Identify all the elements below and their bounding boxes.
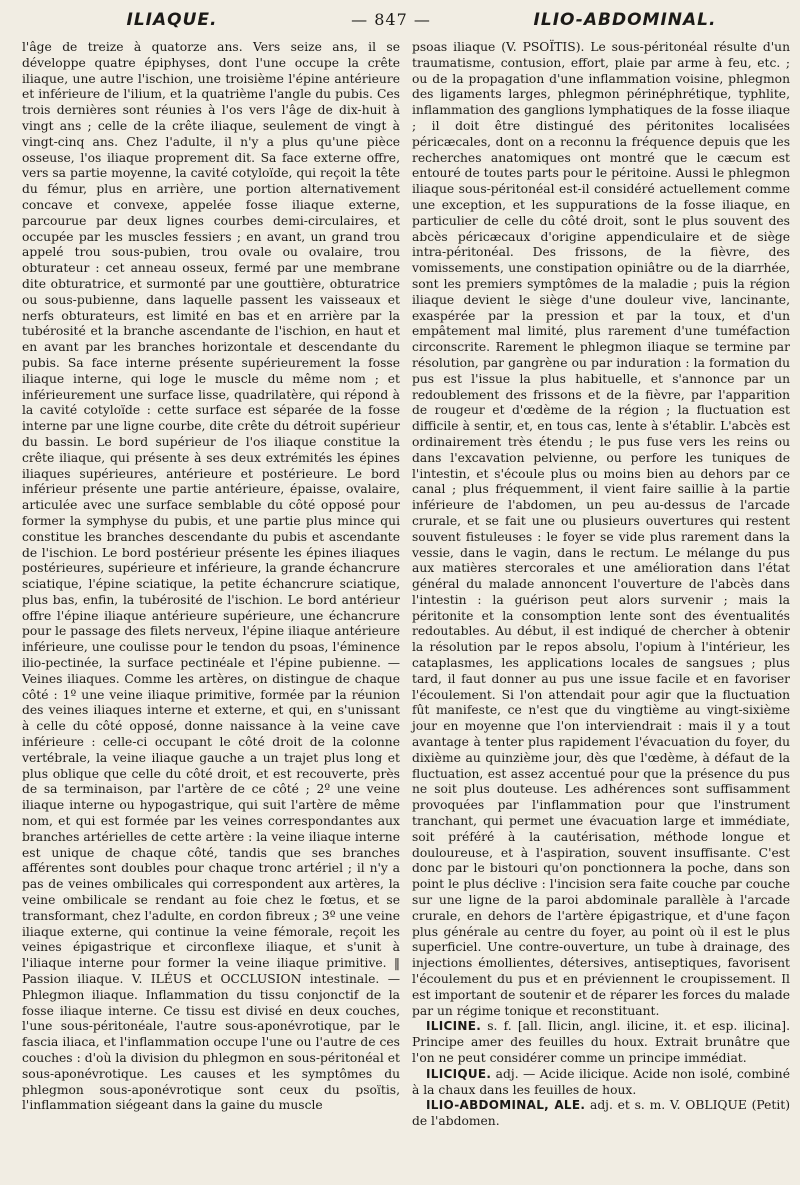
right-column-text: psoas iliaque (V. PSOÏTIS). Le sous-péritonéal résulte d'un traumatisme, contusion, effort, plaie par arme à feu, etc. ; ou de la propagation d'une inflammation voisine, phlegmon des ligaments larges, phlegmon périnéphrétique, typhlite, inflammation des ganglions lymphatiques de la fosse iliaque ; il doit être distingué des péritonites localisées péricæcales, dont on a reconnu la fréquence depuis que les recherches anatomiques ont montré que le cæcum est entouré de toutes parts pour le péritoine. Aussi le phlegmon iliaque sous-péritonéal est-il considéré actuellement comme une exception, et les suppurations de la fosse iliaque, en particulier de celle du côté droit, sont le plus souvent des abcès péricæcaux d'origine appendiculaire et de siège intra-péritonéal. Des frissons, de la fièvre, des vomissements, une constipation opiniâtre ou de la diarrhée, sont les premiers symptômes de la maladie ; puis la région iliaque devient le siège d'une douleur vive, lancinante, exaspérée par la pression et par la toux, et d'un empâtement mal limité, plus rarement d'une tuméfaction circonscrite. Rarement le phlegmon iliaque se termine par résolution, par gangrène ou par induration : la formation du pus est l'issue la plus habituelle, et s'annonce par un redoublement des frissons et de la fièvre, par l'apparition de rougeur et d'œdème de la région ; la fluctuation est difficile à sentir, et, en tous cas, lente à s'établir. L'abcès est ordinairement très étendu ; le pus fuse vers les reins ou dans l'excavation pelvienne, ou perfore les tuniques de l'intestin, et s'écoule plus ou moins bien au dehors par ce canal ; plus fréquemment, il vient faire saillie à la partie inférieure de l'abdomen, un peu au-dessus de l'arcade crurale, et se fait une ou plusieurs ouvertures qui restent souvent fistuleuses : le foyer se vide plus rarement dans la vessie, dans le vagin, dans le rectum. Le mélange du pus aux matières stercorales et une amélioration dans l'état général du malade annoncent l'ouverture de l'abcès dans l'intestin : la guérison peut alors survenir ; mais la péritonite et la consomption lente sont des éventualités redoutables. Au début, il est indiqué de chercher à obtenir la résolution par le repos absolu, l'opium à l'intérieur, les cataplasmes, les applications locales de sangsues ; plus tard, il faut donner au pus une issue facile et en favoriser l'écoulement. Si l'on attendait pour agir que la fluctuation fût manifeste, ce n'est que du vingtième au vingt-sixième jour en moyenne que l'on interviendrait : mais il y a tout avantage à tenter plus rapidement l'évacuation du foyer, du dixième au quinzième jour, dès que l'œdème, à défaut de la fluctuation, est assez accentué pour que la présence du pus ne soit plus douteuse. Les adhérences sont suffisamment provoquées par l'inflammation pour que l'instrument tranchant, qui permet une évacuation large et immédiate, soit préféré à la cautérisation, méthode longue et douloureuse, et à l'aspiration, souvent insuffisante. C'est donc par le bistouri qu'on ponctionnera la poche, dans son point le plus déclive : l'incision sera faite couche par couche sur une ligne de la paroi abdominale parallèle à l'arcade crurale, en dehors de l'artère épigastrique, et d'une façon plus générale au centre du foyer, au point où il est le plus superficiel. Une contre-ouverture, un tube à drainage, des injections émollientes, détersives, antiseptiques, favorisent l'écoulement du pus et en préviennent le croupissement. Il est important de soutenir et de réparer les forces du malade par un régime tonique et reconstituant.	[412, 40, 791, 1018]
entry-headword: ILICIQUE.	[426, 1066, 492, 1081]
entry-ilicine	[412, 1019, 790, 1066]
left-column	[22, 40, 400, 1130]
entry-definition: adj. et s. m. V. OBLIQUE (Petit) de l'abdomen.	[412, 1098, 790, 1129]
left-column-text: l'âge de treize à quatorze ans. Vers seize ans, il se développe quatre épiphyses, dont l'une occupe la crête iliaque, une autre l'ischion, une troisième l'épine antérieure et inférieure de l'ilium, et la quatrième l'angle du pubis. Ces trois dernières sont réunies à l'os vers l'âge de dix-huit à vingt ans ; celle de la crête iliaque, seulement de vingt à vingt-cinq ans. Chez l'adulte, il n'y a plus qu'une pièce osseuse, l'os iliaque proprement dit. Sa face externe offre, vers sa partie moyenne, la cavité cotyloïde, qui reçoit la tête du fémur, plus en arrière, une portion alternativement concave et convexe, appelée fosse iliaque externe, parcourue par deux lignes courbes demi-circulaires, et occupée par les muscles fessiers ; en avant, un grand trou appelé trou sous-pubien, trou ovale ou ovalaire, trou obturateur : cet anneau osseux, fermé par une membrane dite obturatrice, et surmonté par une gouttière, obturatrice ou sous-pubienne, dans laquelle passent les vaisseaux et nerfs obturateurs, est limité en bas et en arrière par la tubérosité et la branche ascendante de l'ischion, en haut et en avant par les branches horizontale et descendante du pubis. Sa face interne présente supérieurement la fosse iliaque interne, qui loge le muscle du même nom ; et inférieurement une surface lisse, quadrilatère, qui répond à la cavité cotyloïde : cette surface est séparée de la fosse interne par une ligne courbe, dite crête du détroit supérieur du bassin. Le bord supérieur de l'os iliaque constitue la crête iliaque, qui présente à ses deux extrémités les épines iliaques supérieures, antérieure et postérieure. Le bord inférieur présente une partie antérieure, épaisse, ovalaire, articulée avec une surface semblable du côté opposé pour former la symphyse du pubis, et une partie plus mince qui constitue les branches descendante du pubis et ascendante de l'ischion. Le bord postérieur présente les épines iliaques postérieures, supérieure et inférieure, la grande échancrure sciatique, l'épine sciatique, la petite échancrure sciatique, plus bas, enfin, la tubérosité de l'ischion. Le bord antérieur offre l'épine iliaque antérieure supérieure, une échancrure pour le passage des filets nerveux, l'épine iliaque antérieure inférieure, une coulisse pour le tendon du psoas, l'éminence ilio-pectinée, la surface pectinéale et l'épine pubienne. — Veines iliaques. Comme les artères, on distingue de chaque côté : 1º une veine iliaque primitive, formée par la réunion des veines iliaques interne et externe, et qui, en s'unissant à celle du côté opposé, donne naissance à la veine cave inférieure : celle-ci occupant le côté droit de la colonne vertébrale, la veine iliaque gauche a un trajet plus long et plus oblique que celle du côté droit, et est recouverte, près de sa terminaison, par l'artère de ce côté ; 2º une veine iliaque interne ou hypogastrique, qui suit l'artère de même nom, et qui est formée par les veines correspondantes aux branches artérielles de cette artère : la veine iliaque interne est unique de chaque côté, tandis que ses branches afférentes sont doubles pour chaque tronc artériel ; il n'y a pas de veines ombilicales qui correspondent aux artères, la veine ombilicale se rendant au foie chez le fœtus, et se transformant, chez l'adulte, en cordon fibreux ; 3º une veine iliaque externe, qui continue la veine fémorale, reçoit les veines épigastrique et circonflexe iliaque, et s'unit à l'iliaque interne pour former la veine iliaque primitive. ‖ Passion iliaque. V. ILÉUS et OCCLUSION intestinale. — Phlegmon iliaque. Inflammation du tissu conjonctif de la fosse iliaque interne. Ce tissu est divisé en deux couches, l'une sous-péritonéale, l'autre sous-aponévrotique, par le fascia iliaca, et l'inflammation occupe l'une ou l'autre de ces couches : d'où la division du phlegmon en sous-péritonéal et sous-aponévrotique. Les causes et les symptômes du phlegmon sous-aponévrotique sont ceux du psoïtis, l'inflammation siégeant dans la gaine du muscle	[22, 40, 400, 1113]
entry-ilicique	[412, 1067, 790, 1099]
running-head	[22, 0, 790, 40]
text-columns	[22, 40, 790, 1130]
entry-headword: ILIO-ABDOMINAL, ALE.	[426, 1098, 586, 1113]
header-left-word: ILIAQUE.	[126, 10, 218, 30]
entry-headword: ILICINE.	[426, 1019, 482, 1034]
header-right-word: ILIO-ABDOMINAL.	[533, 10, 717, 30]
right-column	[412, 40, 790, 1130]
entry-definition: s. f. [all. Ilicin, angl. ilicine, it. et esp. ilicina]. Principe amer des feuilles du houx. Extrait brunâtre que l'on ne peut considérer comme un principe immédiat.	[412, 1019, 790, 1065]
page-number: — 847 —	[351, 10, 431, 29]
entry-ilio-abdominal	[412, 1098, 790, 1130]
entry-definition: adj. — Acide ilicique. Acide non isolé, combiné à la chaux dans les feuilles de houx.	[412, 1066, 790, 1097]
